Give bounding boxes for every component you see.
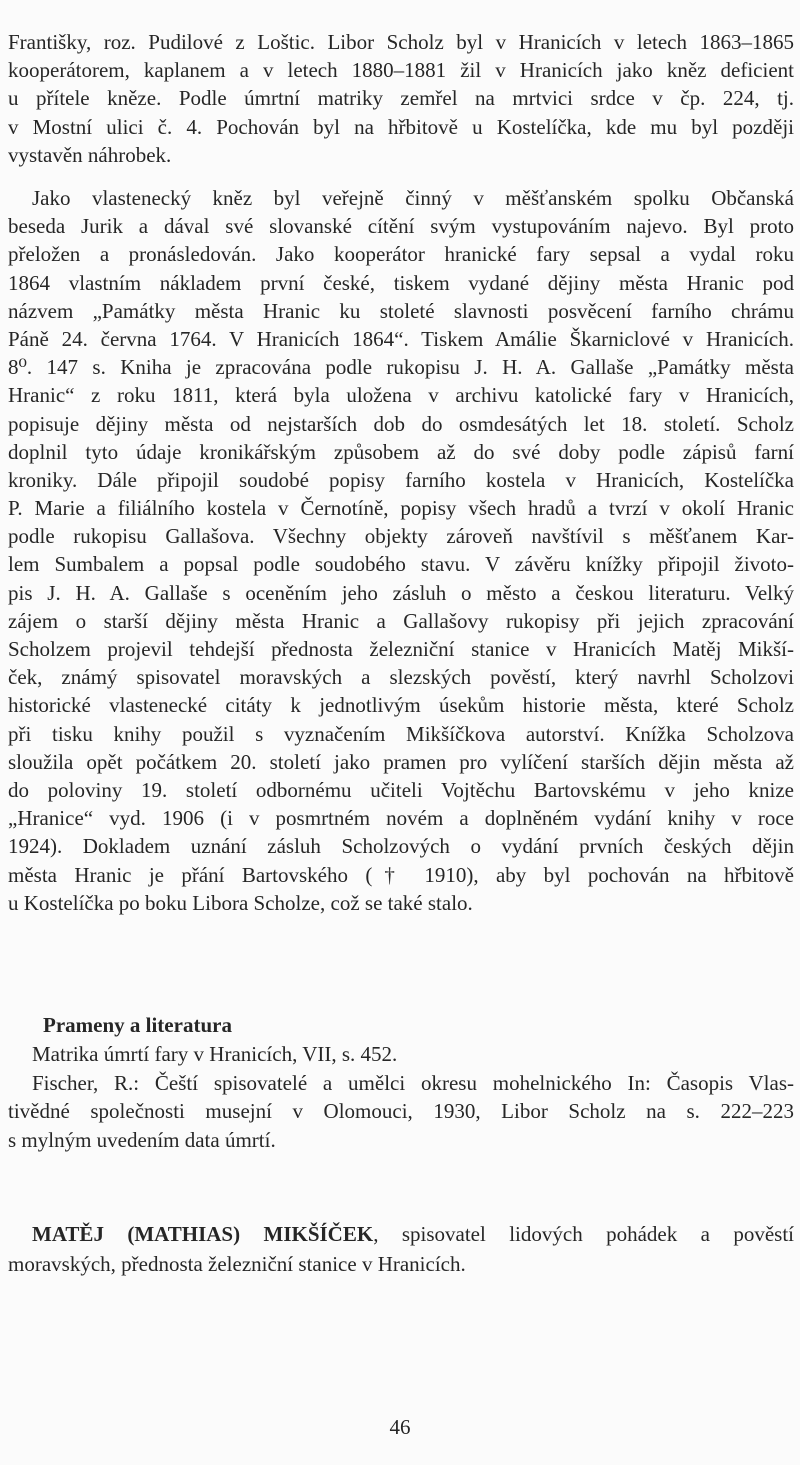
text-line: 8⁰. 147 s. Kniha je zpracována podle rukopisu J. H. A. Gallaše „Památky města <box>8 355 794 380</box>
text-line: beseda Jurik a dával své slovanské cítění svým vystupováním najevo. Byl proto <box>8 214 794 239</box>
sources-heading: Prameny a literatura <box>43 1013 232 1037</box>
text-line: lem Sumbalem a popsal podle soudobého stavu. V závěru knížky připojil životo- <box>8 552 794 577</box>
text-line: 1864 vlastním nákladem první české, tiskem vydané dějiny města Hranic pod <box>8 270 794 295</box>
text-line: P. Marie a filiálního kostela v Černotíně, popisy všech hradů a tvrzí v okolí Hranic <box>8 496 794 521</box>
entry-name: MATĚJ (MATHIAS) MIKŠÍČEK <box>32 1222 374 1246</box>
text-line: Páně 24. června 1764. V Hranicích 1864“. Tiskem Amálie Škarniclové v Hranicích. <box>8 326 794 351</box>
next-entry-line: moravských, přednosta železniční stanice v Hranicích. <box>8 1252 466 1276</box>
text-line: sloužila opět počátkem 20. století jako pramen pro vylíčení starších dějin města až <box>8 749 794 774</box>
source-item: s mylným uvedením data úmrtí. <box>8 1127 276 1152</box>
text-line: Jako vlastenecký kněz byl veřejně činný v měšťanském spolku Občanská <box>32 186 794 210</box>
text-line: historické vlastenecké citáty k jednotlivým úsekům historie města, které Scholz <box>8 693 794 718</box>
text-line: do poloviny 19. století odbornému učiteli Vojtěchu Bartovskému v jeho knize <box>8 777 794 802</box>
text-line: v Mostní ulici č. 4. Pochován byl na hřbitově u Kostelíčka, kde mu byl později <box>8 114 794 139</box>
text-line: doplnil tyto údaje kronikářským způsobem až do své doby podle zápisů farní <box>8 439 794 464</box>
text-line: kroniky. Dále připojil soudobé popisy farního kostela v Hranicích, Kostelíčka <box>8 467 794 492</box>
source-item: Matrika úmrtí fary v Hranicích, VII, s. 452. <box>32 1042 398 1066</box>
text-line: vystavěn náhrobek. <box>8 142 172 167</box>
page-number: 46 <box>389 1415 411 1439</box>
next-entry-line <box>8 1219 794 1249</box>
text-line: města Hranic je přání Bartovského († 1910), aby byl pochován na hřbitově <box>8 862 794 887</box>
next-entry <box>8 1219 794 1279</box>
text-line: u přítele kněze. Podle úmrtní matriky zemřel na mrtvici srdce v čp. 224, tj. <box>8 86 794 111</box>
text-line: podle rukopisu Gallašova. Všechny objekty zároveň navštívil s měšťanem Kar- <box>8 524 794 549</box>
text-line: přeložen a pronásledován. Jako kooperátor hranické fary sepsal a vydal roku <box>8 242 794 267</box>
text-line: pis J. H. A. Gallaše s oceněním jeho zásluh o město a českou literaturu. Velký <box>8 580 794 605</box>
entry-description: , spisovatel lidových pohádek a pověstí <box>373 1222 794 1246</box>
text-line: Scholzem projevil tehdejší přednosta železniční stanice v Hranicích Matěj Mikší- <box>8 637 794 661</box>
source-item: Fischer, R.: Čeští spisovatelé a umělci okresu mohelnického In: Časopis Vlas- <box>32 1070 794 1095</box>
paragraph-scholz-work <box>8 184 794 917</box>
text-line: Františky, roz. Pudilové z Loštic. Libor Scholz byl v Hranicích v letech 1863–1865 <box>8 30 794 54</box>
sources-list <box>8 1040 794 1154</box>
text-line: „Hranice“ vyd. 1906 (i v posmrtném novém a doplněném vydání knihy v roce <box>8 806 794 831</box>
text-line: názvem „Památky města Hranic ku stoleté slavnosti posvěcení farního chrámu <box>8 298 794 323</box>
source-item: tivědné společnosti musejní v Olomouci, 1930, Libor Scholz na s. 222–223 <box>8 1099 794 1124</box>
text-line: u Kostelíčka po boku Libora Scholze, což se také stalo. <box>8 890 473 915</box>
text-line: při tisku knihy použil s vyznačením Mikšíčkova autorství. Knížka Scholzova <box>8 721 794 746</box>
text-line: zájem o starší dějiny města Hranic a Gallašovy rukopisy při jejich zpracování <box>8 608 794 633</box>
paragraph-scholz-biography <box>8 28 794 169</box>
text-line: Hranic“ z roku 1811, která byla uložena v archivu katolické fary v Hranicích, <box>8 383 794 408</box>
text-line: kooperátorem, kaplanem a v letech 1880–1881 žil v Hranicích jako kněz deficient <box>8 58 794 83</box>
text-line: 1924). Dokladem uznání zásluh Scholzových o vydání prvních českých dějin <box>8 834 794 859</box>
text-line: popisuje dějiny města od nejstarších dob do osmdesátých let 18. století. Scholz <box>8 411 794 436</box>
text-line: ček, známý spisovatel moravských a slezských pověstí, který navrhl Scholzovi <box>8 665 794 690</box>
